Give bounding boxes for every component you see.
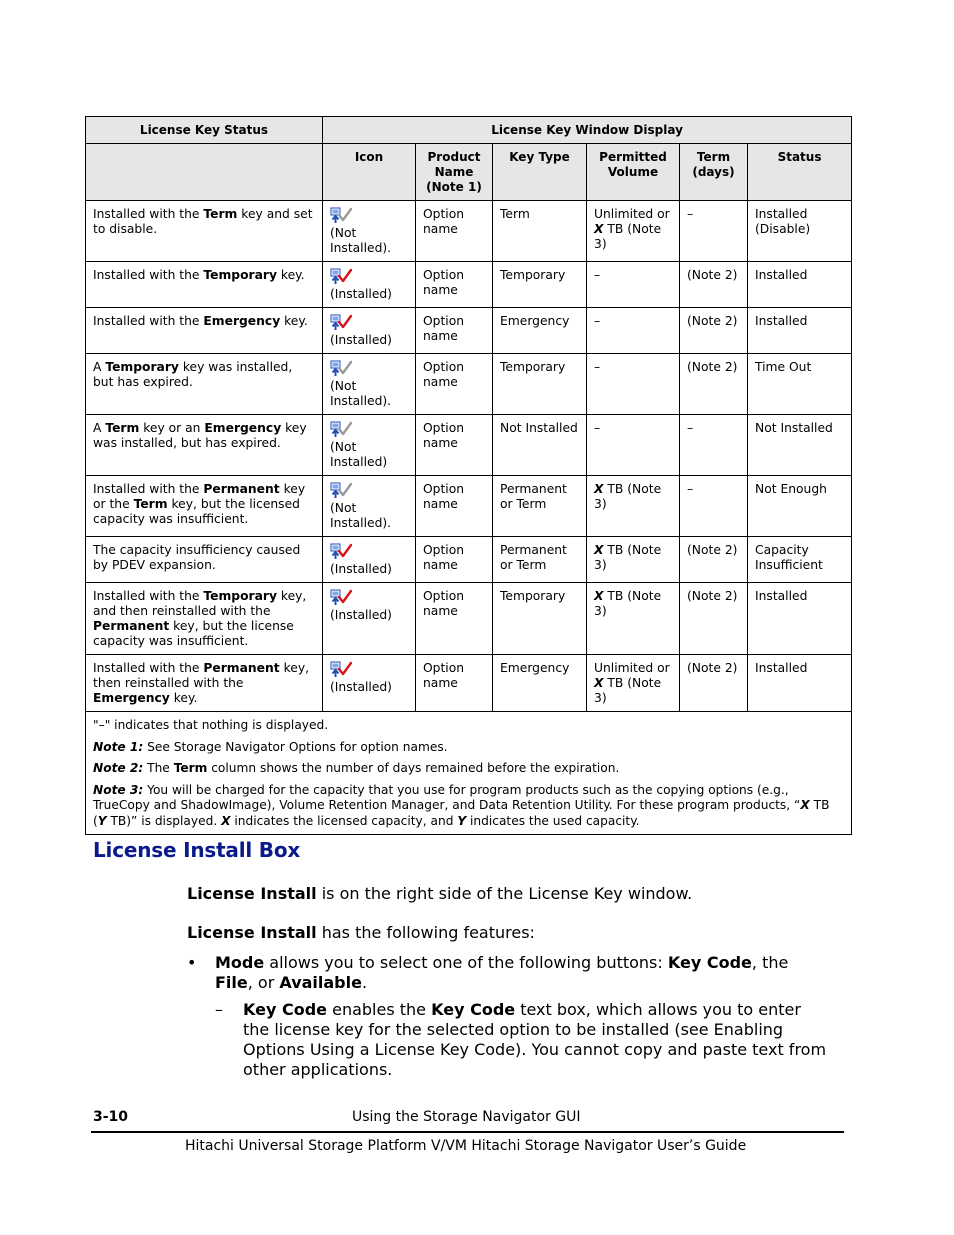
- cell-permitted-volume: Unlimited or X TB (Note 3): [587, 201, 680, 262]
- cell-term: –: [680, 201, 748, 262]
- cell-term: (Note 2): [680, 308, 748, 354]
- cell-permitted-volume: –: [587, 308, 680, 354]
- cell-icon: [323, 354, 416, 415]
- bullet-mark: •: [187, 953, 197, 972]
- cell-key-type: Emergency: [493, 308, 587, 354]
- header-window-display: License Key Window Display: [323, 117, 852, 144]
- cell-icon: [323, 262, 416, 308]
- page-number: 3-10: [93, 1109, 129, 1125]
- not-installed-icon: [330, 360, 352, 378]
- cell-description: Installed with the Temporary key.: [86, 262, 323, 308]
- license-key-status-table: [85, 116, 851, 835]
- table-row: [86, 583, 852, 655]
- cell-icon: [323, 476, 416, 537]
- guide-title: Hitachi Universal Storage Platform V/VM Hitachi Storage Navigator User’s Guide: [185, 1138, 747, 1154]
- cell-key-type: Permanent or Term: [493, 476, 587, 537]
- cell-permitted-volume: –: [587, 354, 680, 415]
- cell-permitted-volume: X TB (Note 3): [587, 476, 680, 537]
- cell-status: Installed (Disable): [748, 201, 852, 262]
- cell-key-type: Term: [493, 201, 587, 262]
- icon-label: (Not Installed).: [330, 226, 392, 255]
- icon-label: (Not Installed).: [330, 501, 392, 530]
- installed-icon: [330, 661, 352, 679]
- table-note: Note 1: See Storage Navigator Options for option names.: [93, 739, 448, 754]
- cell-status: Installed: [748, 655, 852, 712]
- cell-status: Installed: [748, 583, 852, 655]
- table-body: [86, 201, 852, 712]
- cell-product-name: Option name: [416, 262, 493, 308]
- header-product-name: Product Name (Note 1): [416, 144, 493, 201]
- icon-label: (Installed): [330, 287, 392, 301]
- cell-product-name: Option name: [416, 476, 493, 537]
- cell-permitted-volume: Unlimited or X TB (Note 3): [587, 655, 680, 712]
- icon-label: (Installed): [330, 680, 392, 694]
- bullet-text: Mode allows you to select one of the following buttons: Key Code, the File, or Available.: [215, 953, 789, 992]
- intro-paragraph: License Install is on the right side of the License Key window.: [187, 884, 693, 903]
- cell-icon: [323, 415, 416, 476]
- cell-icon: [323, 537, 416, 583]
- cell-term: (Note 2): [680, 354, 748, 415]
- installed-icon: [330, 589, 352, 607]
- table-row: [86, 476, 852, 537]
- header-icon: Icon: [323, 144, 416, 201]
- cell-product-name: Option name: [416, 415, 493, 476]
- cell-status: Not Enough: [748, 476, 852, 537]
- dash-mark: –: [215, 1000, 223, 1019]
- cell-description: Installed with the Term key and set to disable.: [86, 201, 323, 262]
- cell-key-type: Temporary: [493, 262, 587, 308]
- cell-description: A Term key or an Emergency key was installed, but has expired.: [86, 415, 323, 476]
- table-row: [86, 537, 852, 583]
- header-permitted-volume: Permitted Volume: [587, 144, 680, 201]
- table-note: Note 3: You will be charged for the capacity that you use for program products such as the copying options (e.g., TrueCopy and ShadowImage), Volume Retention Manager, and Data Retention Utility. For these program products, “X TB (Y TB)” is displayed. X indicates the licensed capacity, and Y indicates the used capacity.: [93, 782, 830, 828]
- header-key-type: Key Type: [493, 144, 587, 201]
- icon-label: (Installed): [330, 608, 392, 622]
- cell-status: Not Installed: [748, 415, 852, 476]
- not-installed-icon: [330, 482, 352, 500]
- cell-key-type: Not Installed: [493, 415, 587, 476]
- cell-product-name: Option name: [416, 537, 493, 583]
- cell-term: (Note 2): [680, 583, 748, 655]
- cell-permitted-volume: –: [587, 262, 680, 308]
- cell-status: Installed: [748, 262, 852, 308]
- header-status: Status: [748, 144, 852, 201]
- table-note: Note 2: The Term column shows the number of days remained before the expiration.: [93, 761, 620, 775]
- cell-term: –: [680, 476, 748, 537]
- table-row: [86, 262, 852, 308]
- installed-icon: [330, 268, 352, 286]
- header-term: Term (days): [680, 144, 748, 201]
- cell-description: Installed with the Permanent key or the Term key, but the licensed capacity was insufficient.: [86, 476, 323, 537]
- header-license-key-status: License Key Status: [86, 117, 323, 144]
- cell-status: Time Out: [748, 354, 852, 415]
- cell-product-name: Option name: [416, 583, 493, 655]
- cell-term: –: [680, 415, 748, 476]
- license-key-table: [85, 116, 852, 835]
- section-title: License Install Box: [93, 838, 301, 862]
- cell-key-type: Temporary: [493, 354, 587, 415]
- cell-term: (Note 2): [680, 537, 748, 583]
- cell-permitted-volume: X TB (Note 3): [587, 537, 680, 583]
- not-installed-icon: [330, 207, 352, 225]
- cell-key-type: Emergency: [493, 655, 587, 712]
- icon-label: (Installed): [330, 562, 392, 576]
- cell-description: Installed with the Emergency key.: [86, 308, 323, 354]
- cell-key-type: Temporary: [493, 583, 587, 655]
- icon-label: (Not Installed).: [330, 379, 392, 408]
- cell-key-type: Permanent or Term: [493, 537, 587, 583]
- cell-status: Installed: [748, 308, 852, 354]
- cell-status: Capacity Insufficient: [748, 537, 852, 583]
- chapter-title: Using the Storage Navigator GUI: [352, 1109, 581, 1125]
- cell-product-name: Option name: [416, 201, 493, 262]
- table-row: [86, 415, 852, 476]
- footer-divider: [91, 1131, 844, 1133]
- cell-icon: [323, 655, 416, 712]
- cell-permitted-volume: X TB (Note 3): [587, 583, 680, 655]
- cell-product-name: Option name: [416, 308, 493, 354]
- cell-icon: [323, 583, 416, 655]
- installed-icon: [330, 543, 352, 561]
- cell-description: The capacity insufficiency caused by PDEV expansion.: [86, 537, 323, 583]
- table-note: "–" indicates that nothing is displayed.: [93, 718, 329, 732]
- cell-icon: [323, 308, 416, 354]
- cell-product-name: Option name: [416, 655, 493, 712]
- table-row: [86, 655, 852, 712]
- cell-icon: [323, 201, 416, 262]
- table-row: [86, 201, 852, 262]
- table-row: [86, 308, 852, 354]
- sub-item-text: Key Code enables the Key Code text box, which allows you to enter the license key for the selected option to be installed (see Enabling Options Using a License Key Code). You cannot copy and paste text from other applications.: [243, 1000, 827, 1079]
- installed-icon: [330, 314, 352, 332]
- cell-description: Installed with the Temporary key, and then reinstalled with the Permanent key, but the license capacity was insufficient.: [86, 583, 323, 655]
- cell-product-name: Option name: [416, 354, 493, 415]
- table-row: [86, 354, 852, 415]
- header-blank: [86, 144, 323, 201]
- cell-description: A Temporary key was installed, but has expired.: [86, 354, 323, 415]
- icon-label: (Not Installed): [330, 440, 388, 469]
- table-notes: [86, 712, 852, 835]
- cell-term: (Note 2): [680, 655, 748, 712]
- cell-permitted-volume: –: [587, 415, 680, 476]
- not-installed-icon: [330, 421, 352, 439]
- cell-term: (Note 2): [680, 262, 748, 308]
- icon-label: (Installed): [330, 333, 392, 347]
- features-paragraph: License Install has the following features:: [187, 923, 535, 942]
- cell-description: Installed with the Permanent key, then reinstalled with the Emergency key.: [86, 655, 323, 712]
